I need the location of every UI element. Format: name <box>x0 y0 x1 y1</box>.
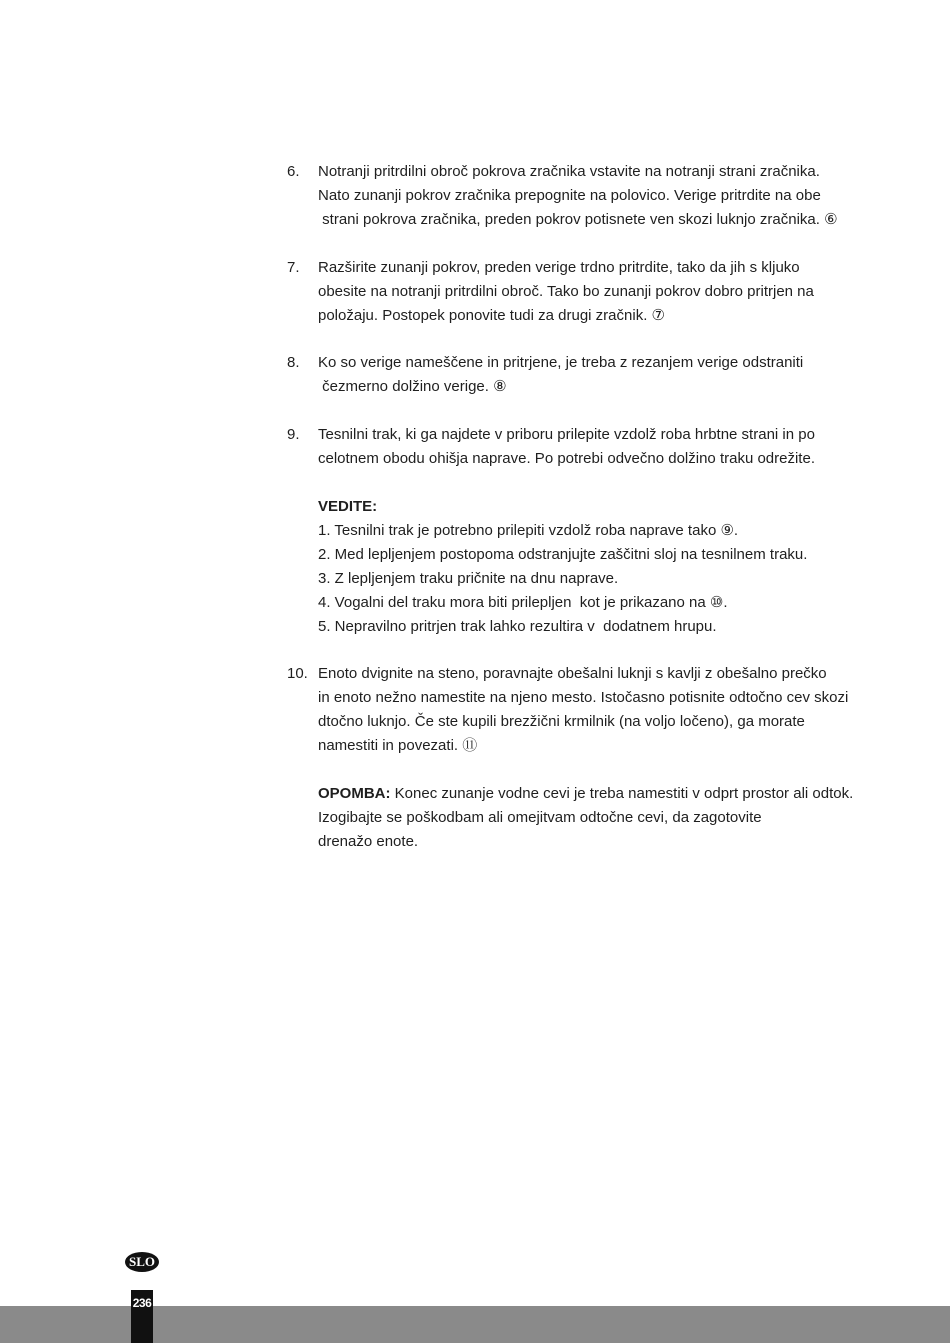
step-text-line: obesite na notranji pritrdilni obroč. Tako bo zunanji pokrov dobro pritrjen na <box>318 283 814 300</box>
step-number: 10. <box>287 665 308 682</box>
step-text-line: Enoto dvignite na steno, poravnajte obešalni luknji s kavlji z obešalno prečko <box>318 665 827 682</box>
opomba-text-line: Izogibajte se poškodbam ali omejitvam odtočne cevi, da zagotovite <box>318 809 762 826</box>
vedite-item: 5. Nepravilno pritrjen trak lahko rezultira v dodatnem hrupu. <box>318 618 717 635</box>
vedite-item: 2. Med lepljenjem postopoma odstranjujte zaščitni sloj na tesnilnem traku. <box>318 546 808 563</box>
opomba-text-line: drenažo enote. <box>318 833 419 850</box>
vedite-heading: VEDITE: <box>318 498 378 515</box>
step-number: 6. <box>287 163 300 180</box>
language-badge: SLO <box>125 1252 159 1272</box>
vedite-item: 3. Z lepljenjem traku pričnite na dnu naprave. <box>318 570 619 587</box>
vedite-item: 1. Tesnilni trak je potrebno prilepiti vzdolž roba naprave tako ⑨. <box>318 522 739 539</box>
step-text-line: Ko so verige nameščene in pritrjene, je treba z rezanjem verige odstraniti <box>318 354 804 371</box>
step-text-line: čezmerno dolžino verige. ⑧ <box>318 378 507 395</box>
opomba-first-line <box>318 782 853 806</box>
page-number: 236 <box>132 1296 152 1310</box>
step-number: 9. <box>287 426 300 443</box>
opomba-label: OPOMBA: <box>318 785 391 802</box>
step-number: 8. <box>287 354 300 371</box>
step-text-line: celotnem obodu ohišja naprave. Po potrebi odvečno dolžino traku odrežite. <box>318 450 815 467</box>
step-text-line: dtočno luknjo. Če ste kupili brezžični krmilnik (na voljo ločeno), ga morate <box>318 713 805 730</box>
step-text-line: položaju. Postopek ponovite tudi za drugi zračnik. ⑦ <box>318 307 665 324</box>
step-text-line: Razširite zunanji pokrov, preden verige trdno pritrdite, tako da jih s kljuko <box>318 259 800 276</box>
step-text-line: Nato zunanji pokrov zračnika prepognite na polovico. Verige pritrdite na obe <box>318 187 821 204</box>
step-number: 7. <box>287 259 300 276</box>
vedite-item: 4. Vogalni del traku mora biti prilepljen kot je prikazano na ⑩. <box>318 594 728 611</box>
step-text-line: in enoto nežno namestite na njeno mesto. Istočasno potisnite odtočno cev skozi <box>318 689 849 706</box>
step-text-line: Tesnilni trak, ki ga najdete v priboru prilepite vzdolž roba hrbtne strani in po <box>318 426 815 443</box>
opomba-text: Konec zunanje vodne cevi je treba namestiti v odprt prostor ali odtok. <box>390 785 854 802</box>
step-text-line: strani pokrova zračnika, preden pokrov potisnete ven skozi luknjo zračnika. ⑥ <box>318 211 838 228</box>
step-text-line: Notranji pritrdilni obroč pokrova zračnika vstavite na notranji strani zračnika. <box>318 163 820 180</box>
step-text-line: namestiti in povezati. ⑪ <box>318 737 478 754</box>
